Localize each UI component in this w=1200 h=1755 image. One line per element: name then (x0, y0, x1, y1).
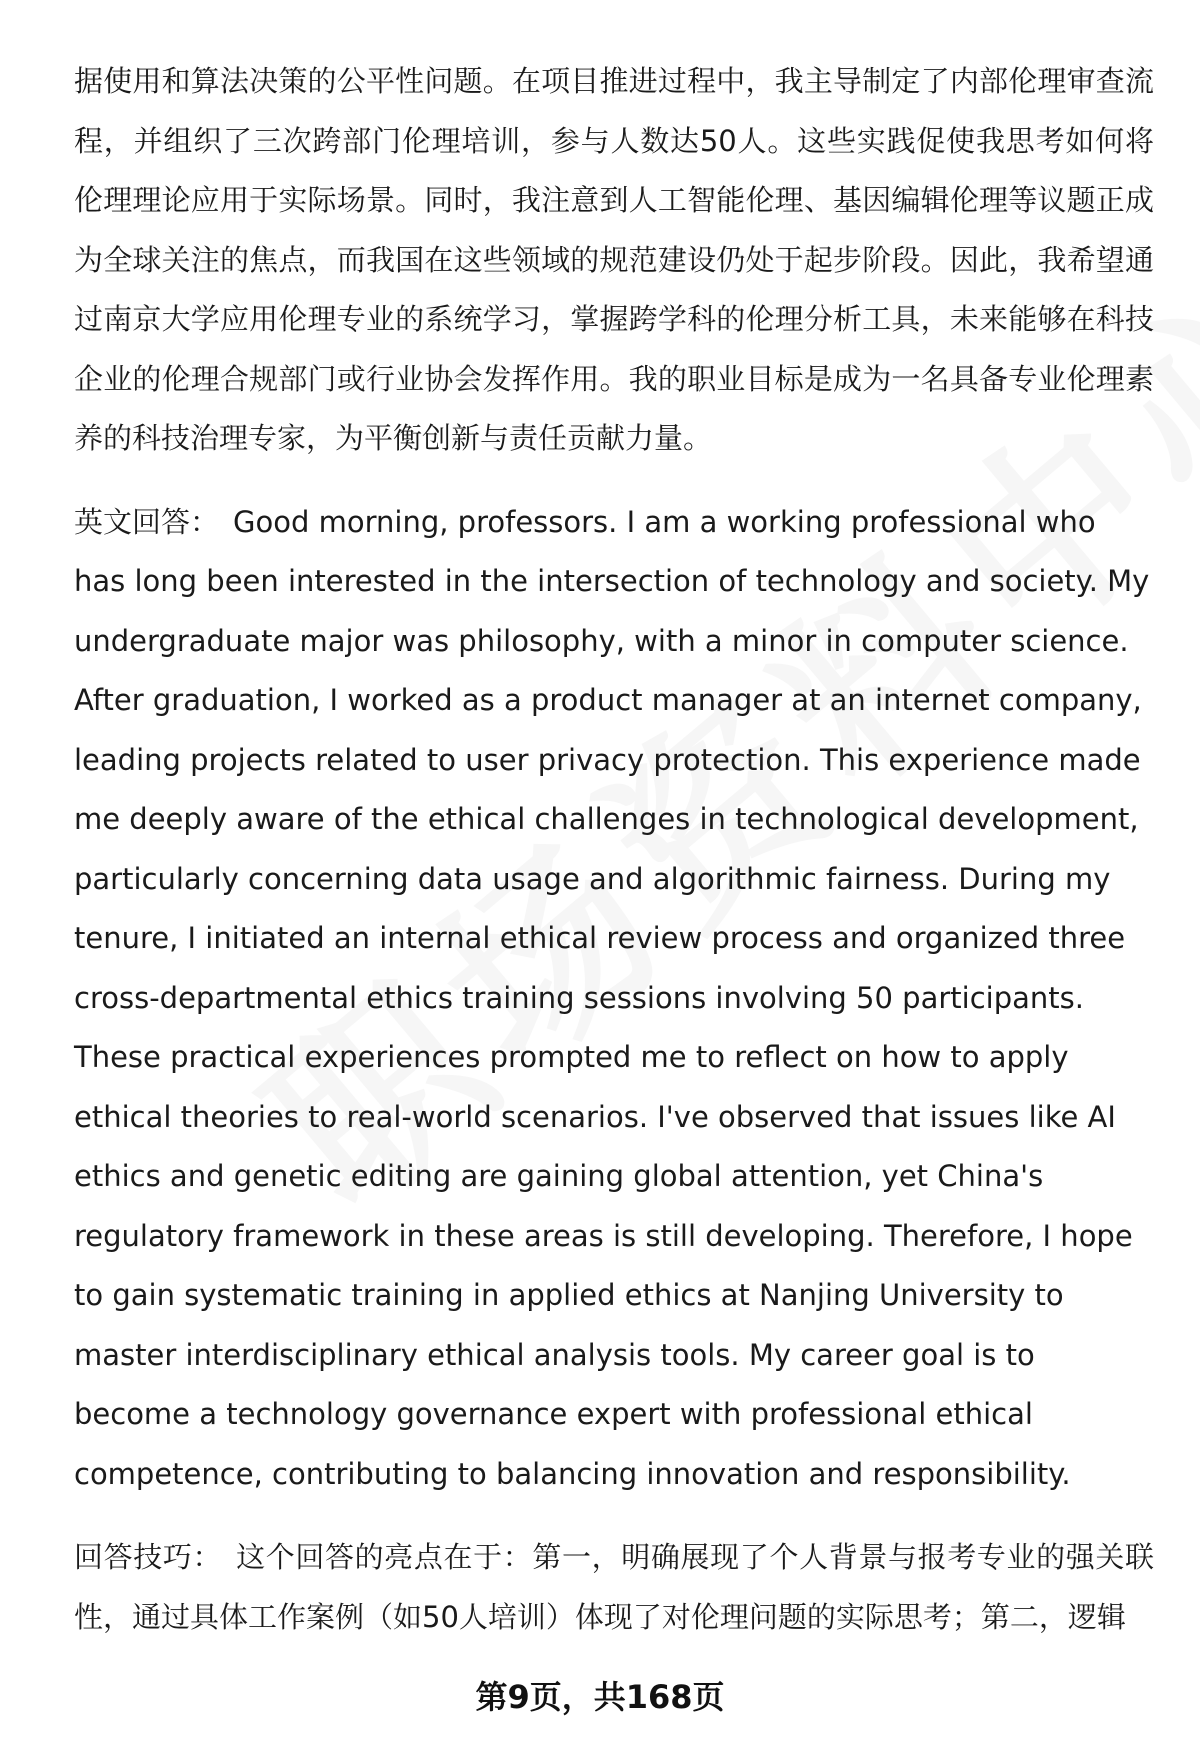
paragraph-english-answer (74, 493, 1154, 1505)
paragraph-chinese-answer: 据使用和算法决策的公平性问题。在项目推进过程中，我主导制定了内部伦理审查流程，并组织了三次跨部门伦理培训，参与人数达50人。这些实践促使我思考如何将伦理理论应用于实际场景。同时，我注意到人工智能伦理、基因编辑伦理等议题正成为全球关注的焦点，而我国在这些领域的规范建设仍处于起步阶段。因此，我希望通过南京大学应用伦理专业的系统学习，掌握跨学科的伦理分析工具，未来能够在科技企业的伦理合规部门或行业协会发挥作用。我的职业目标是成为一名具备专业伦理素养的科技治理专家，为平衡创新与责任贡献力量。 (74, 64, 1154, 455)
paragraph-gap (74, 469, 1154, 493)
paragraph-gap (74, 1504, 1154, 1528)
document-body (74, 52, 1154, 1647)
paragraph-answer-tips (74, 1528, 1154, 1647)
answer-tips-text: 这个回答的亮点在于：第一，明确展现了个人背景与报考专业的强关联性，通过具体工作案例（如50人培训）体现了对伦理问题的实际思考；第二，逻辑 (74, 1540, 1154, 1634)
page-indicator: 第9页，共168页 (475, 1678, 725, 1716)
answer-tips-label: 回答技巧： (74, 1540, 223, 1574)
english-answer-text: Good morning, professors. I am a working professional who has long been interested in the intersection of technology and society. My undergraduate major was philosophy, with a minor in computer science. After graduation, I worked as a product manager at an internet company, leading projects related to user privacy protection. This experience made me deeply aware of the ethical challenges in technological development, particularly concerning data usage and algorithmic fairness. During my tenure, I initiated an internal ethical review process and organized three cross-departmental ethics training sessions involving 50 participants. These practical experiences prompted me to reflect on how to apply ethical theories to real-world scenarios. I've observed that issues like AI ethics and genetic editing are gaining global attention, yet China's regulatory framework in these areas is still developing. Therefore, I hope to gain systematic training in applied ethics at Nanjing University to master interdisciplinary ethical analysis tools. My career goal is to become a technology governance expert with professional ethical competence, contributing to balancing innovation and responsibility. (74, 504, 1150, 1491)
english-answer-label: 英文回答： (74, 504, 220, 539)
